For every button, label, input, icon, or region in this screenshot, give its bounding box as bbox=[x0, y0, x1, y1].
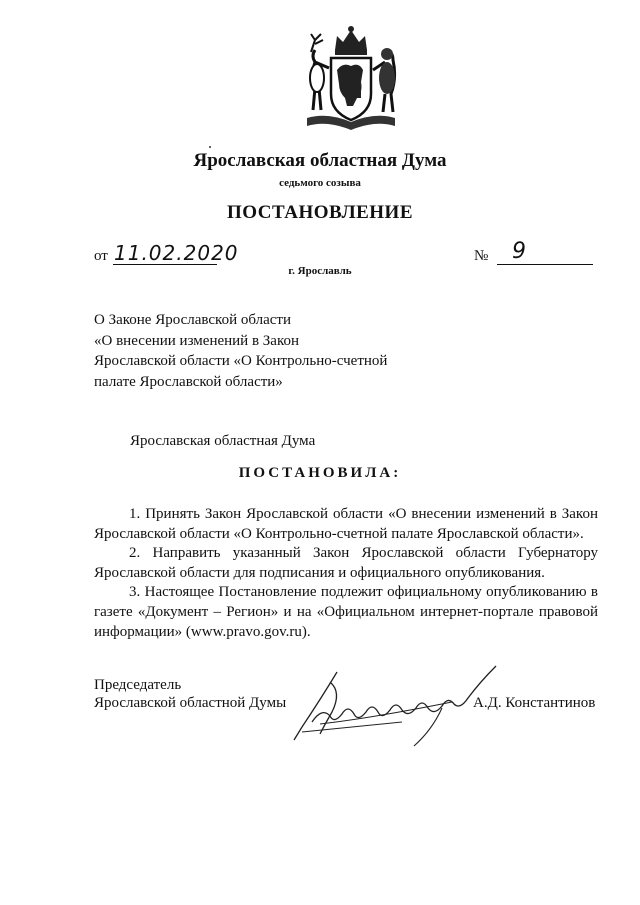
subject-line: Ярославской области «О Контрольно-счетной bbox=[94, 353, 388, 369]
city-label: г. Ярославль bbox=[288, 265, 352, 277]
date-label: от bbox=[94, 248, 108, 264]
handwritten-number: 9 bbox=[512, 239, 526, 264]
subject-line: «О внесении изменений в Закон bbox=[94, 332, 300, 349]
coat-of-arms-icon bbox=[297, 22, 405, 134]
preamble-text: Ярославская областная Дума bbox=[130, 433, 316, 449]
handwritten-date: 11.02.2020 bbox=[114, 241, 239, 265]
document-type-heading: ПОСТАНОВЛЕНИЕ bbox=[226, 202, 414, 223]
number-label: № bbox=[474, 248, 489, 264]
signatory-name: А.Д. Константинов bbox=[473, 695, 596, 711]
scan-speck bbox=[209, 146, 211, 148]
subject-block bbox=[94, 310, 387, 392]
organization-title: Ярославская областная Дума bbox=[193, 150, 447, 171]
subject-line: палате Ярославской области» bbox=[94, 373, 283, 390]
convocation-subtitle: седьмого созыва bbox=[279, 177, 361, 189]
resolution-item: 2. Направить указанный Закон Ярославской области Губернатору Ярославской области для подписания и официального опубликования. bbox=[94, 545, 598, 581]
signatory-title-line1: Председатель bbox=[94, 677, 182, 693]
resolution-item: 3. Настоящее Постановление подлежит официальному опубликованию в газете «Документ – Регион» и на «Официальном интернет-портале правовой информации» (www.pravo.gov.ru). bbox=[94, 584, 598, 640]
signatory-title-line2: Ярославской областной Думы bbox=[94, 695, 287, 711]
resolution-items bbox=[94, 505, 598, 642]
handwritten-signature bbox=[282, 652, 512, 747]
resolved-heading: ПОСТАНОВИЛА: bbox=[238, 465, 402, 481]
resolution-item: 1. Принять Закон Ярославской области «О внесении изменений в Закон Ярославской области «О Контрольно-счетной палате Ярославской области». bbox=[94, 506, 598, 542]
subject-line: О Законе Ярославской области bbox=[94, 312, 291, 328]
